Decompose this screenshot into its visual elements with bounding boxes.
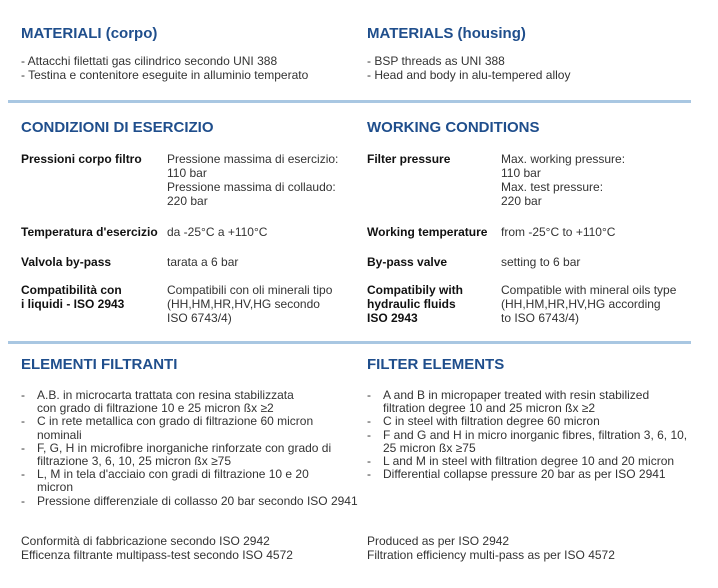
condition-value: Max. working pressure: <box>501 152 626 166</box>
materials-en-title: MATERIALS (housing) <box>367 25 526 42</box>
materials-en-line: - BSP threads as UNI 388 <box>367 54 505 68</box>
condition-label: Compatibilità con <box>21 283 122 297</box>
conditions-en-title: WORKING CONDITIONS <box>367 119 540 136</box>
condition-value: from -25°C to +110°C <box>501 225 616 239</box>
list-item: - C in steel with filtration degree 60 micron <box>367 414 600 429</box>
list-item: - Differential collapse pressure 20 bar as per ISO 2941 <box>367 467 666 482</box>
condition-label: Filter pressure <box>367 152 451 166</box>
elements-it-list <box>21 389 366 508</box>
materials-it-title: MATERIALI (corpo) <box>21 25 158 42</box>
condition-value: tarata a 6 bar <box>167 255 239 269</box>
condition-value: 220 bar <box>501 194 542 208</box>
condition-value: Compatible with mineral oils type <box>501 283 677 297</box>
condition-label: Working temperature <box>367 225 488 239</box>
condition-value: 110 bar <box>167 166 207 180</box>
condition-value: (HH,HM,HR,HV,HG according <box>501 297 661 311</box>
elements-en-footer-line: Filtration efficiency multi-pass as per ISO 4572 <box>367 548 615 562</box>
section-divider <box>8 341 691 344</box>
list-item: - F and G and H in micro inorganic fibres, filtration 3, 6, 10, 25 micron ßx ≥75 <box>367 427 688 455</box>
elements-en-title: FILTER ELEMENTS <box>367 356 505 373</box>
condition-label: i liquidi - ISO 2943 <box>21 297 125 311</box>
condition-value: (HH,HM,HR,HV,HG secondo <box>167 297 320 311</box>
condition-value: Compatibili con oli minerali tipo <box>167 283 333 297</box>
condition-label: Pressioni corpo filtro <box>21 152 142 166</box>
list-item: - L, M in tela d'acciaio con gradi di filtrazione 10 e 20 micron <box>21 467 309 495</box>
elements-it-footer-line: Efficenza filtrante multipass-test secondo ISO 4572 <box>21 548 293 562</box>
list-item: - F, G, H in microfibre inorganiche rinforzate con grado di filtrazione 3, 6, 10, 25 micron ßx ≥75 <box>21 440 332 469</box>
condition-label: Valvola by-pass <box>21 255 112 269</box>
condition-label: Compatibily with <box>367 283 463 297</box>
section-divider <box>8 100 691 103</box>
elements-en-footer-line: Produced as per ISO 2942 <box>367 534 510 548</box>
condition-value: da -25°C a +110°C <box>167 225 268 239</box>
list-item: - A.B. in microcarta trattata con resina stabilizzata con grado di filtrazione 10 e 25 micron ßx ≥2 <box>21 388 294 416</box>
list-item: - Pressione differenziale di collasso 20 bar secondo ISO 2941 <box>21 493 358 508</box>
condition-value: Pressione massima di esercizio: <box>167 152 339 166</box>
condition-value: Max. test pressure: <box>501 180 604 194</box>
materials-it-line: - Testina e contenitore eseguite in alluminio temperato <box>21 68 309 82</box>
condition-label: Temperatura d'esercizio <box>21 225 158 239</box>
condition-value: 110 bar <box>501 166 541 180</box>
list-item: - L and M in steel with filtration degree 10 and 20 micron <box>367 454 675 469</box>
elements-en-list <box>367 389 712 481</box>
conditions-it-title: CONDIZIONI DI ESERCIZIO <box>21 119 214 136</box>
materials-it-line: - Attacchi filettati gas cilindrico secondo UNI 388 <box>21 54 278 68</box>
condition-value: to ISO 6743/4) <box>501 311 580 325</box>
condition-value: 220 bar <box>167 194 208 208</box>
condition-value: Pressione massima di collaudo: <box>167 180 336 194</box>
elements-it-title: ELEMENTI FILTRANTI <box>21 356 178 373</box>
condition-label: By-pass valve <box>367 255 448 269</box>
list-item: - C in rete metallica con grado di filtrazione 60 micron nominali <box>21 414 314 442</box>
elements-it-footer-line: Conformità di fabbricazione secondo ISO 2942 <box>21 534 270 548</box>
condition-value: ISO 6743/4) <box>167 311 232 325</box>
condition-label: ISO 2943 <box>367 311 418 325</box>
condition-value: setting to 6 bar <box>501 255 581 269</box>
condition-label: hydraulic fluids <box>367 297 456 311</box>
materials-en-line: - Head and body in alu-tempered alloy <box>367 68 571 82</box>
list-item: - A and B in micropaper treated with resin stabilized filtration degree 10 and 25 micron ßx ≥2 <box>367 388 650 416</box>
